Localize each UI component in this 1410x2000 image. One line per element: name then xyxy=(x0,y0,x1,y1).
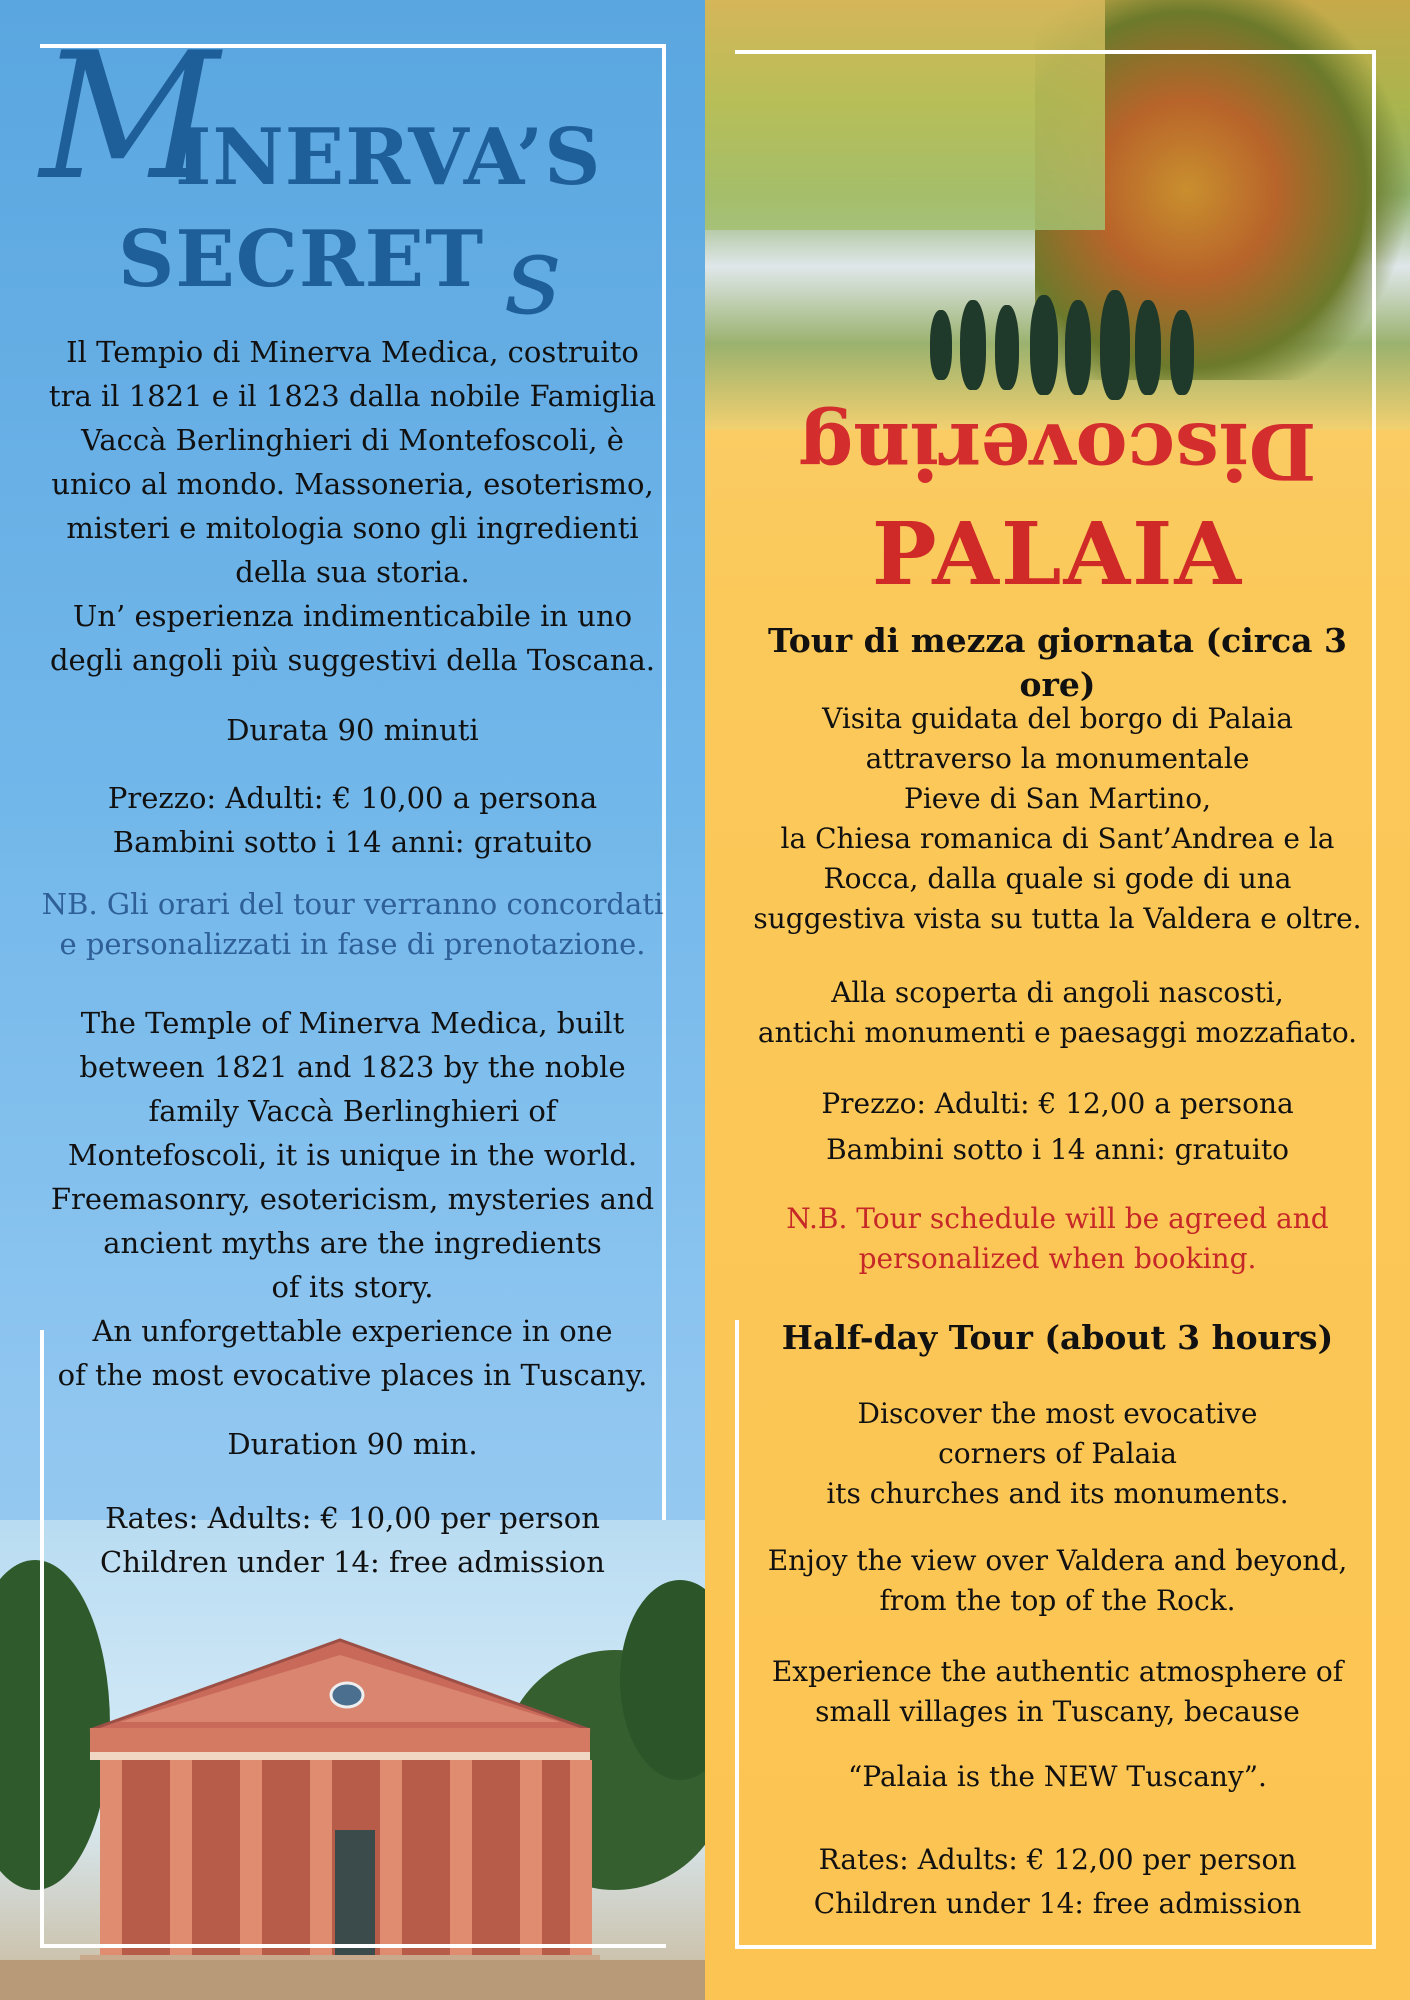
title-initial: M xyxy=(40,16,220,219)
palaia-panel xyxy=(705,0,1410,2000)
italian-price: Prezzo: Adulti: € 10,00 a persona Bambini sotto i 14 anni: gratuito xyxy=(107,781,598,859)
english-description-2: Enjoy the view over Valdera and beyond, from the top of the Rock. xyxy=(767,1544,1348,1617)
english-description-3: Experience the authentic atmosphere of small villages in Tuscany, because xyxy=(771,1655,1344,1728)
italian-duration: Durata 90 minuti xyxy=(226,713,479,747)
italian-note: NB. Gli orari del tour verranno concordati e personalizzati in fase di prenotazione. xyxy=(41,887,664,961)
italian-heading: Tour di mezza giornata (circa 3 ore) xyxy=(767,621,1348,704)
italian-description: Il Tempio di Minerva Medica, costruito tra il 1821 e il 1823 dalla nobile Famiglia Vaccà Berlinghieri di Montefoscoli, è unico al mondo. Massoneria, esoterismo, misteri e mitologia sono gli ingredienti della sua storia. Un’ esperienza indimenticabile in uno degli angoli più suggestivi della Toscana. xyxy=(48,335,657,677)
booking-note: N.B. Tour schedule will be agreed and personalized when booking. xyxy=(786,1202,1329,1275)
italian-price: Prezzo: Adulti: € 12,00 a persona Bambini sotto i 14 anni: gratuito xyxy=(821,1087,1294,1166)
italian-description: Visita guidata del borgo di Palaia attraverso la monumentale Pieve di San Martino, la Chiesa romanica di Sant’Andrea e la Rocca, dalla quale si gode di una suggestiva vista su tutta la Valdera e oltre. xyxy=(753,702,1362,935)
english-duration: Duration 90 min. xyxy=(227,1427,478,1461)
english-rates: Rates: Adults: € 12,00 per person Children under 14: free admission xyxy=(813,1843,1302,1920)
italian-description-2: Alla scoperta di angoli nascosti, antichi monumenti e paesaggi mozzafiato. xyxy=(757,976,1358,1049)
english-description: The Temple of Minerva Medica, built between 1821 and 1823 by the noble family Vaccà Berlinghieri of Montefoscoli, it is unique in the world. Freemasonry, esotericism, mysteries and ancient myths are the ingredients of its story. An unforgettable experience in one of the most evocative places in Tuscany. xyxy=(50,1006,655,1392)
discovering-upside-down: Discovering xyxy=(798,405,1317,496)
tagline-quote: “Palaia is the NEW Tuscany”. xyxy=(848,1760,1267,1793)
white-frame-bottom xyxy=(40,1330,666,1948)
english-rates: Rates: Adults: € 10,00 per person Children under 14: free admission xyxy=(100,1501,605,1579)
title-final: s xyxy=(505,211,562,339)
white-frame-bottom xyxy=(735,1320,1376,1949)
palaia-title: PALAIA xyxy=(871,504,1244,605)
title-line1: INERVA’S xyxy=(175,112,602,203)
title-line2: SECRET xyxy=(118,214,485,305)
english-description-1: Discover the most evocative corners of Palaia its churches and its monuments. xyxy=(826,1397,1289,1510)
english-heading: Half-day Tour (about 3 hours) xyxy=(781,1318,1334,1357)
